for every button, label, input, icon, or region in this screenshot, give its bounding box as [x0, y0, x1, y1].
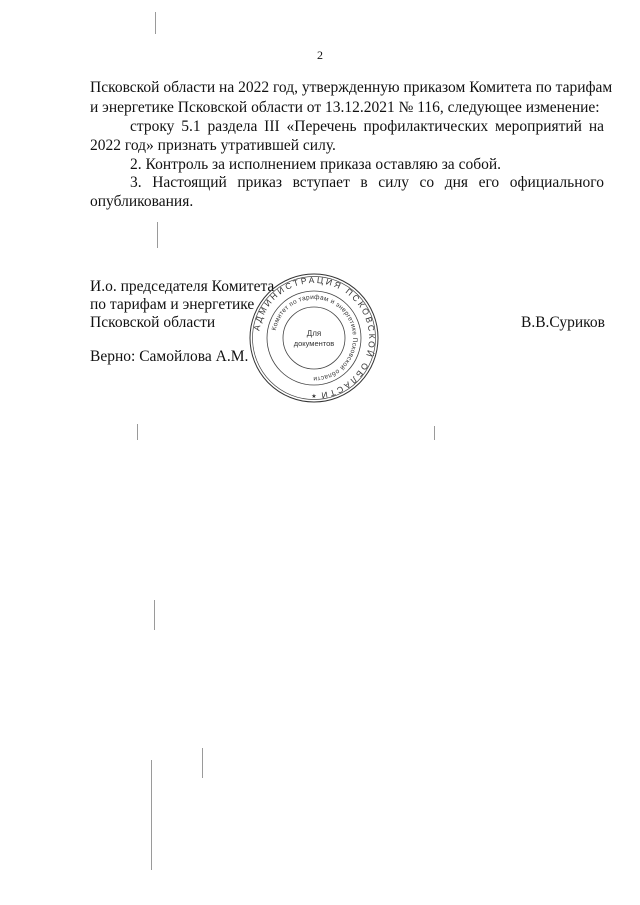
signer-position-line3: Псковской области [90, 314, 216, 331]
official-seal [248, 272, 380, 404]
signer-position-line2: по тарифам и энергетике [90, 296, 255, 313]
body-line: 2. Контроль за исполнением приказа оставляю за собой. [130, 156, 502, 173]
seal-center-line1: Для [306, 329, 322, 338]
body-line: и энергетике Псковской области от 13.12.2021 № 116, следующее изменение: [90, 99, 600, 116]
scan-artifact [434, 426, 435, 440]
seal-outer-text: АДМИНИСТРАЦИЯ ПСКОВСКОЙ ОБЛАСТИ [251, 274, 378, 401]
seal-star-icon: ★ [311, 394, 317, 400]
scan-artifact [154, 600, 155, 630]
signer-position-line1: И.о. председателя Комитета [90, 278, 275, 295]
body-line: 2022 год» признать утратившей силу. [90, 137, 336, 154]
scan-artifact [202, 748, 203, 778]
page-number: 2 [317, 48, 323, 62]
body-line: Псковской области на 2022 год, утвержденную приказом Комитета по тарифам [90, 79, 613, 96]
signer-name: В.В.Суриков [521, 314, 605, 331]
seal-inner-text: Комитет по тарифам и энергетике Псковской области [270, 293, 359, 383]
body-line: опубликования. [90, 193, 194, 210]
scan-artifact [137, 424, 138, 440]
body-line: строку 5.1 раздела III «Перечень профилактических мероприятий на [130, 118, 604, 135]
scan-artifact [157, 222, 158, 248]
body-line: 3. Настоящий приказ вступает в силу со дня его официального [130, 174, 604, 191]
scan-artifact [151, 760, 152, 870]
scan-artifact [155, 12, 156, 34]
seal-center-line2: документов [293, 339, 335, 348]
certified-copy-note: Верно: Самойлова А.М. [90, 348, 249, 365]
